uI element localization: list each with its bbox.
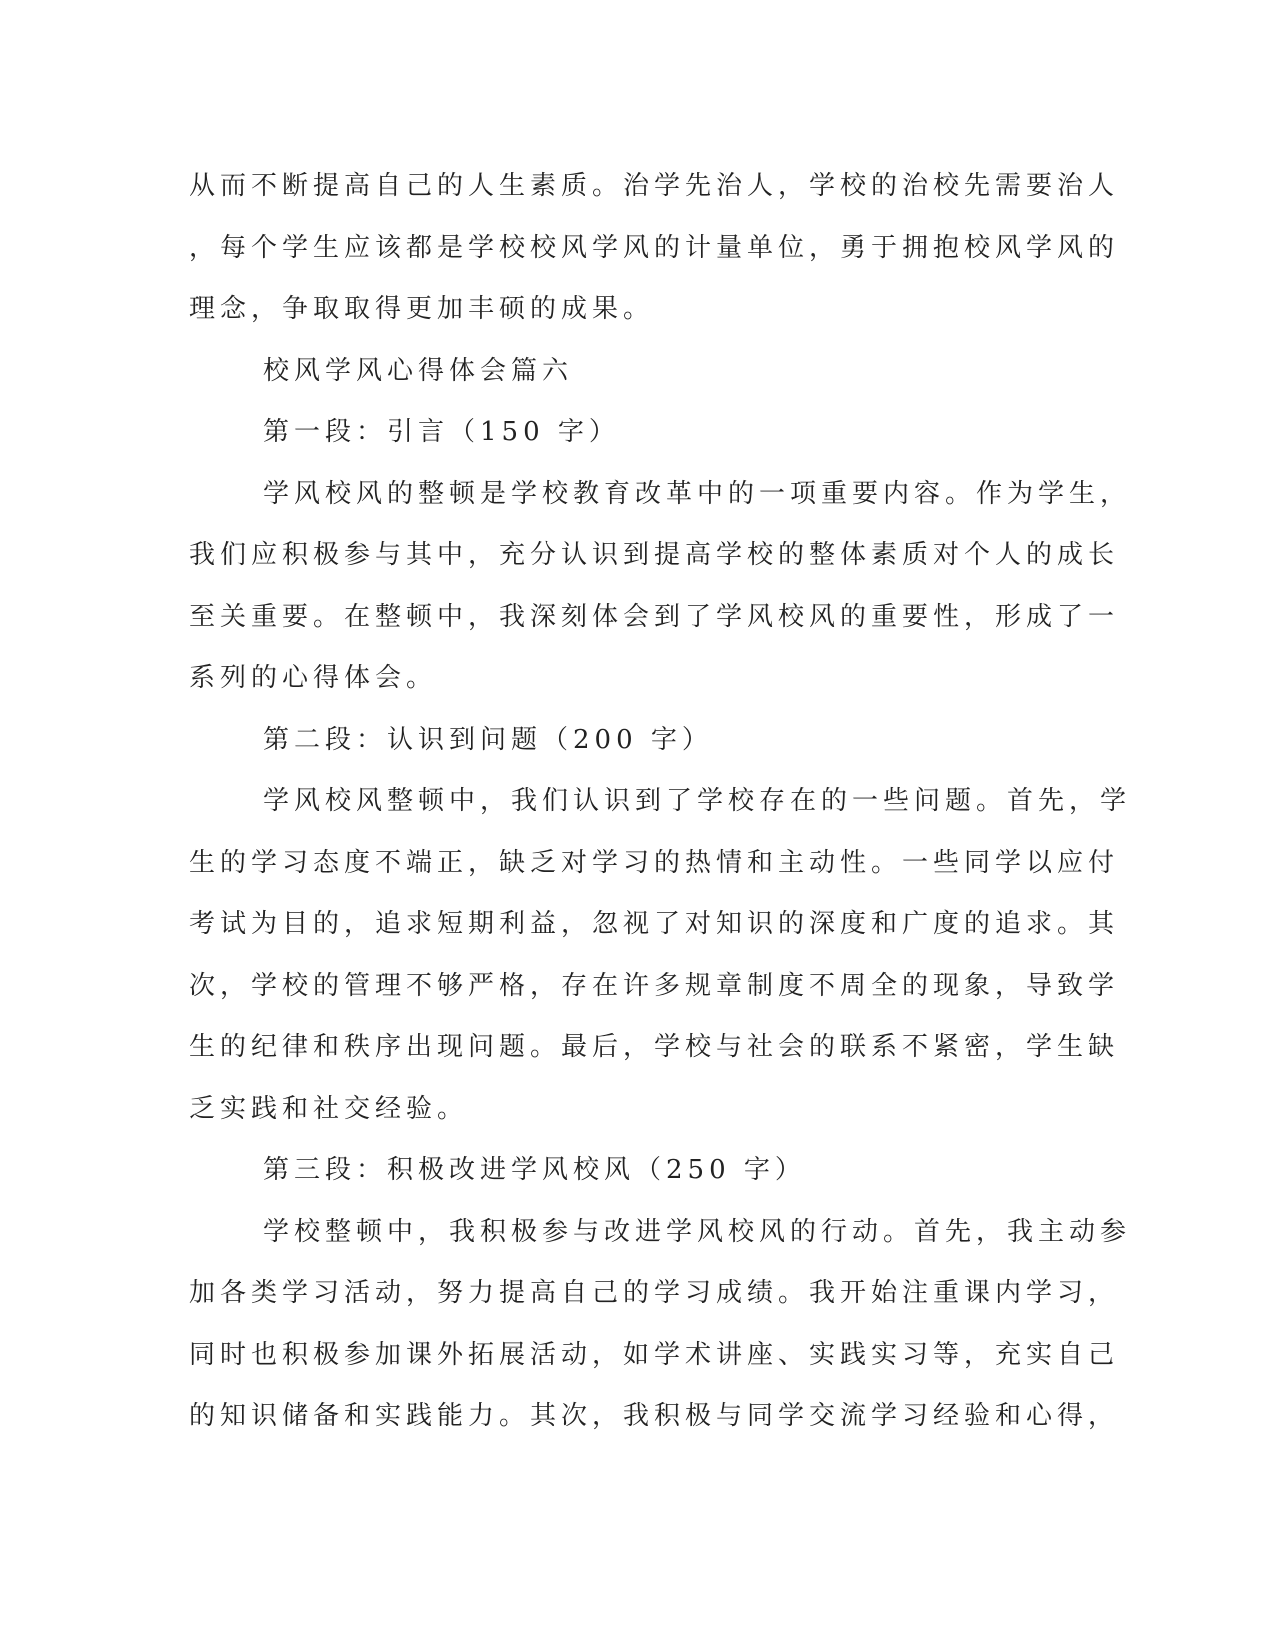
text-line: 生的纪律和秩序出现问题。最后，学校与社会的联系不紧密，学生缺 [189, 1032, 1120, 1062]
text-line: 乏实践和社交经验。 [189, 1093, 469, 1124]
text-line: 生的学习态度不端正，缺乏对学习的热情和主动性。一些同学以应付 [189, 847, 1120, 878]
text-line: 考试为目的，追求短期利益，忽视了对知识的深度和广度的追求。其 [189, 909, 1120, 939]
text-line: 次，学校的管理不够严格，存在许多规章制度不周全的现象，导致学 [189, 970, 1120, 1001]
text-line: 从而不断提高自己的人生素质。治学先治人，学校的治校先需要治人 [189, 171, 1120, 201]
text-line: 同时也积极参加课外拓展活动，如学术讲座、实践实习等，充实自己 [189, 1339, 1120, 1370]
section-heading: 第二段：认识到问题（200 字） [263, 724, 713, 755]
section-heading: 第三段：积极改进学风校风（250 字） [263, 1155, 806, 1185]
paragraph-first-line: 学风校风的整顿是学校教育改革中的一项重要内容。作为学生， [263, 478, 1132, 509]
paragraph-first-line: 学风校风整顿中，我们认识到了学校存在的一些问题。首先，学 [263, 786, 1132, 816]
text-line: 我们应积极参与其中，充分认识到提高学校的整体素质对个人的成长 [189, 540, 1120, 570]
text-line: 加各类学习活动，努力提高自己的学习成绩。我开始注重课内学习， [189, 1278, 1120, 1308]
document-body [189, 156, 1132, 1448]
text-line: 系列的心得体会。 [189, 663, 438, 693]
paragraph-first-line: 学校整顿中，我积极参与改进学风校风的行动。首先，我主动参 [263, 1216, 1132, 1247]
text-line: 至关重要。在整顿中，我深刻体会到了学风校风的重要性，形成了一 [189, 601, 1120, 632]
section-heading: 第一段：引言（150 字） [263, 417, 620, 447]
text-line: 的知识储备和实践能力。其次，我积极与同学交流学习经验和心得， [189, 1401, 1120, 1431]
text-line: 理念，争取取得更加丰硕的成果。 [189, 294, 655, 324]
text-line: ，每个学生应该都是学校校风学风的计量单位，勇于拥抱校风学风的 [189, 232, 1120, 263]
section-title: 校风学风心得体会篇六 [263, 355, 574, 386]
